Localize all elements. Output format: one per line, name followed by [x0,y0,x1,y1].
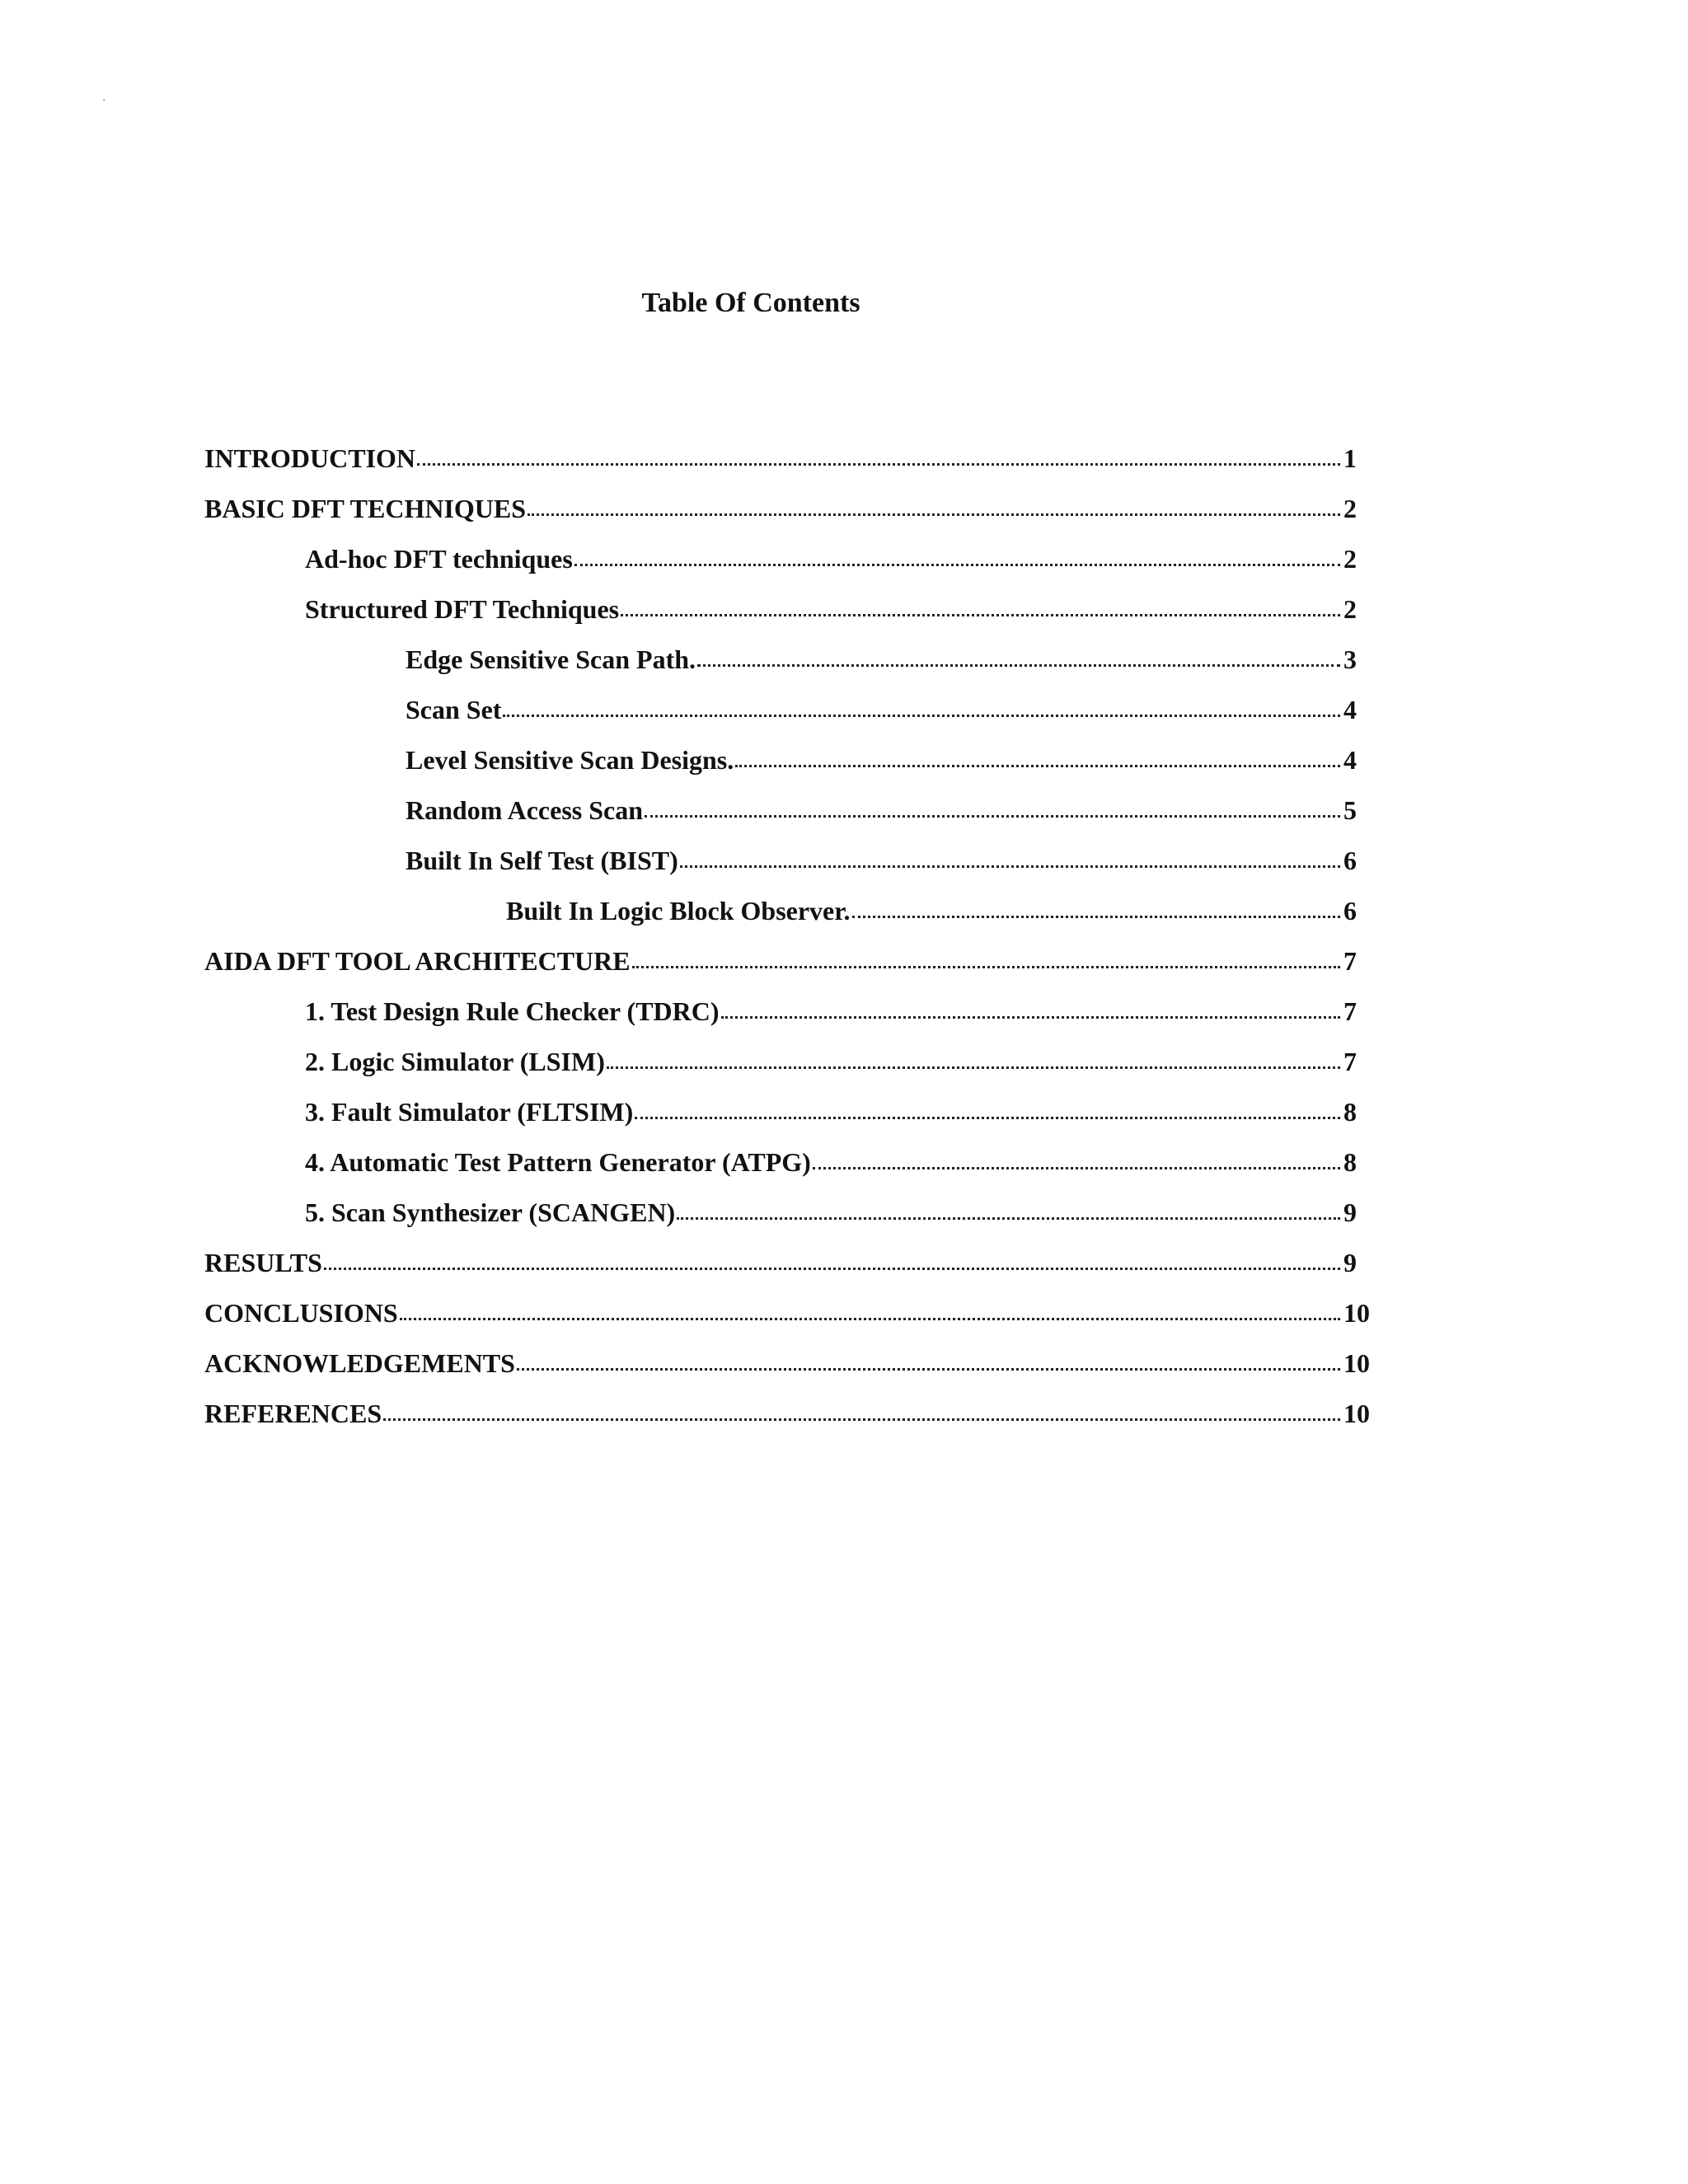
toc-entry-label: Random Access Scan [406,795,644,825]
toc-entry-edge-sensitive-scan-path [204,638,1383,688]
toc-entry-results [204,1241,1383,1291]
toc-page-number: 6 [1343,846,1357,875]
toc-entry-bist [204,839,1383,889]
toc-dot-leader [400,1317,1340,1320]
toc-page-number: 10 [1343,1348,1370,1378]
toc-entry-label: 4. Automatic Test Pattern Generator (ATPG) [305,1147,811,1177]
toc-page-number: 2 [1343,544,1357,574]
toc-dot-leader [383,1418,1340,1421]
toc-entry-label: 2. Logic Simulator (LSIM) [305,1047,605,1076]
toc-entry-acknowledgements [204,1342,1383,1392]
toc-entry-label: Built In Logic Block Observer. [506,896,851,926]
toc-entry-label: ACKNOWLEDGEMENTS [204,1348,515,1378]
toc-page-number: 5 [1343,795,1357,825]
toc-dot-leader [517,1367,1340,1371]
toc-page-number: 9 [1343,1248,1357,1277]
toc-dot-leader [735,764,1340,767]
toc-entry-aida-architecture [204,940,1383,990]
toc-page-number: 2 [1343,494,1357,523]
toc-page-number: 10 [1343,1298,1370,1328]
toc-dot-leader [721,1015,1340,1019]
toc-dot-leader [607,1066,1340,1069]
toc-dot-leader [324,1267,1340,1270]
toc-entry-label: REFERENCES [204,1399,382,1428]
toc-dot-leader [680,865,1340,868]
scan-speck: · [102,94,106,107]
toc-page-number: 8 [1343,1097,1357,1127]
toc-entry-label: Edge Sensitive Scan Path. [406,644,696,674]
toc-page-number: 9 [1343,1197,1357,1227]
toc-dot-leader [417,462,1340,466]
toc-entry-label: RESULTS [204,1248,322,1277]
toc-dot-leader [813,1166,1340,1169]
toc-dot-leader [697,663,1340,667]
toc-entry-level-sensitive-scan [204,738,1383,789]
toc-page-number: 2 [1343,594,1357,624]
toc-entry-label: Ad-hoc DFT techniques [305,544,573,574]
toc-entry-tdrc [204,990,1383,1040]
toc-entry-scangen [204,1191,1383,1241]
toc-page-number: 6 [1343,896,1357,926]
toc-entry-label: AIDA DFT TOOL ARCHITECTURE [204,946,631,976]
toc-page-number: 4 [1343,745,1357,775]
toc-entry-bilbo [204,889,1383,940]
toc-entry-atpg [204,1141,1383,1191]
toc-dot-leader [635,1116,1340,1119]
toc-entry-basic-dft-techniques [204,487,1383,537]
toc-entry-ad-hoc-dft [204,537,1383,588]
toc-entry-label: Structured DFT Techniques [305,594,620,624]
toc-entry-label: 1. Test Design Rule Checker (TDRC) [305,996,720,1026]
toc-page-number: 7 [1343,996,1357,1026]
toc-entry-label: Built In Self Test (BIST) [406,846,678,875]
toc-page-number: 10 [1343,1399,1370,1428]
toc-dot-leader [503,714,1340,717]
toc-dot-leader [677,1216,1340,1220]
toc-entry-label: BASIC DFT TECHNIQUES [204,494,527,523]
toc-list [204,437,1383,1442]
toc-entry-introduction [204,437,1383,487]
page-title: Table Of Contents [641,288,860,318]
toc-page-number: 1 [1343,443,1357,473]
toc-entry-label: Scan Set [406,695,502,724]
toc-page-number: 7 [1343,1047,1357,1076]
toc-entry-label: Level Sensitive Scan Designs. [406,745,734,775]
toc-entry-label: 5. Scan Synthesizer (SCANGEN) [305,1197,676,1227]
toc-dot-leader [852,915,1340,918]
toc-entry-references [204,1392,1383,1442]
toc-dot-leader [621,613,1340,616]
toc-entry-label: CONCLUSIONS [204,1298,398,1328]
toc-page-number: 3 [1343,644,1357,674]
toc-dot-leader [528,513,1340,516]
toc-entry-label: 3. Fault Simulator (FLTSIM) [305,1097,634,1127]
toc-entry-label: INTRODUCTION [204,443,416,473]
toc-page-number: 8 [1343,1147,1357,1177]
toc-entry-conclusions [204,1291,1383,1342]
toc-dot-leader [645,814,1340,818]
toc-dot-leader [632,965,1340,968]
toc-dot-leader [574,563,1340,566]
toc-entry-scan-set [204,688,1383,738]
toc-page-number: 7 [1343,946,1357,976]
toc-entry-random-access-scan [204,789,1383,839]
toc-page-number: 4 [1343,695,1357,724]
toc-entry-structured-dft [204,588,1383,638]
toc-entry-fltsim [204,1090,1383,1141]
toc-entry-lsim [204,1040,1383,1090]
